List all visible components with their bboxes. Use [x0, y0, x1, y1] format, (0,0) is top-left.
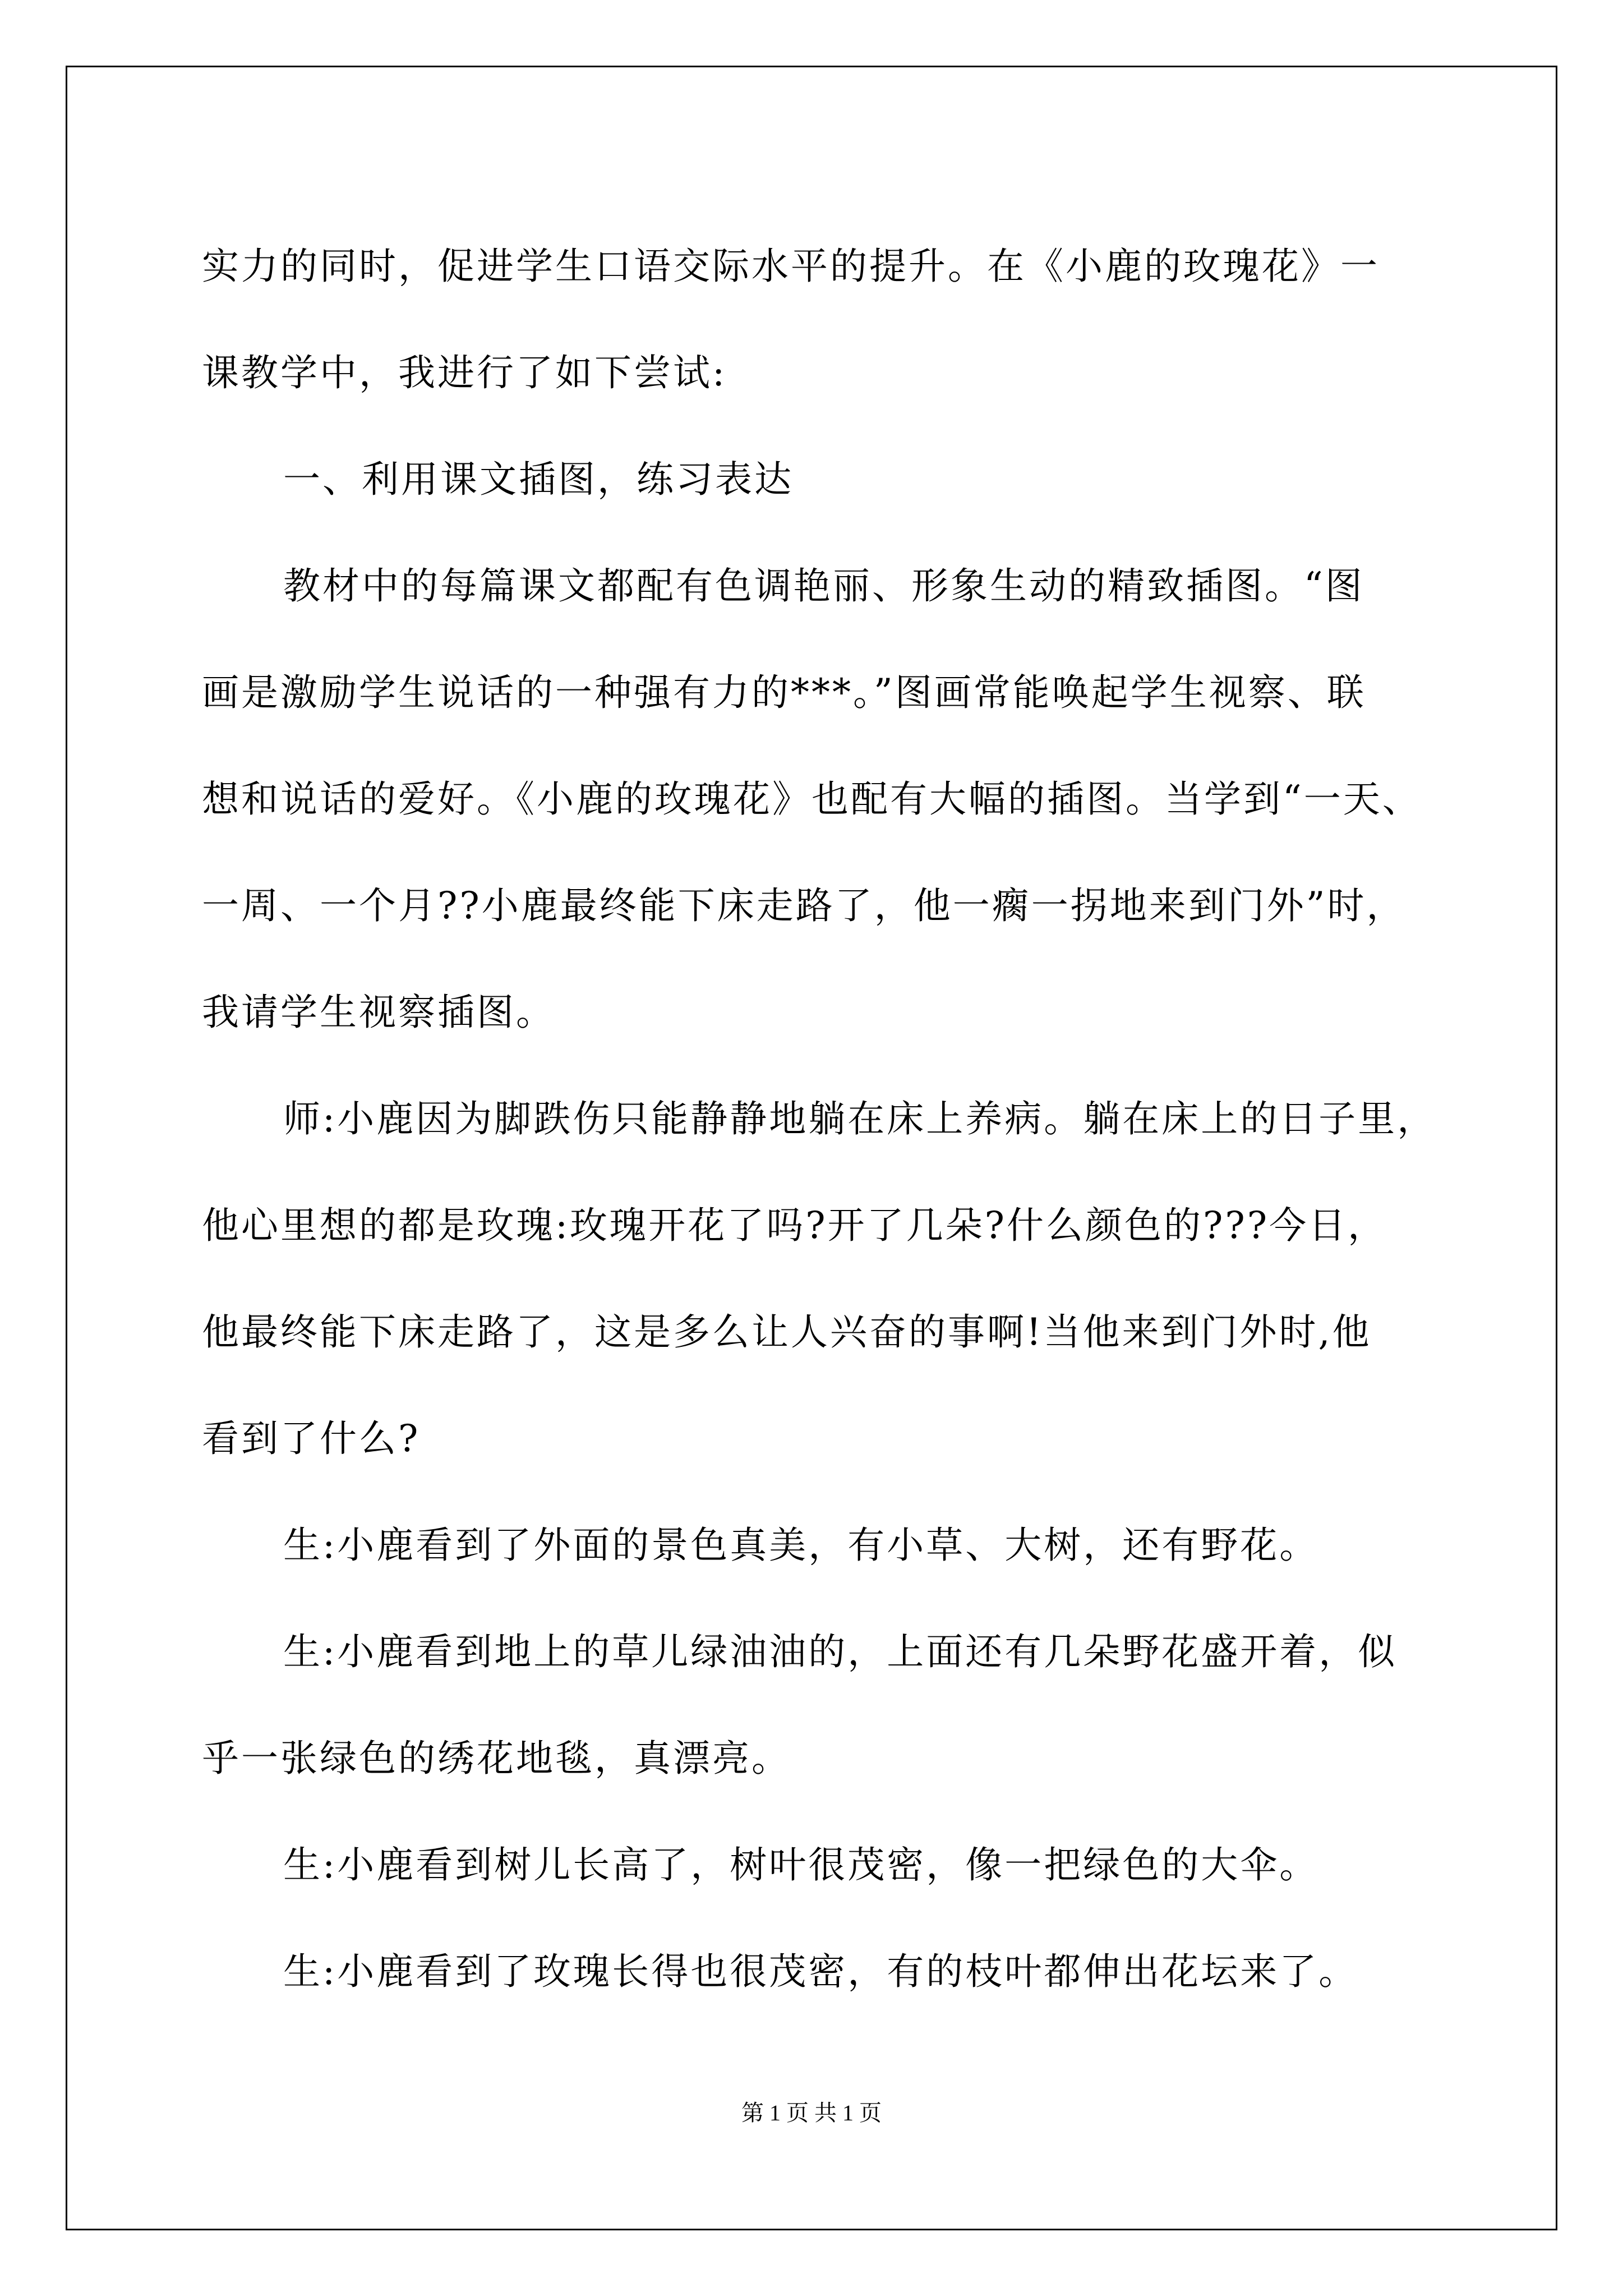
text-line: 师:小鹿因为脚跌伤只能静静地躺在床上养病。躺在床上的日子里， [283, 1097, 1437, 1140]
text-line: 生:小鹿看到地上的草儿绿油油的，上面还有几朵野花盛开着，似 [283, 1630, 1398, 1673]
section-heading: 一、利用课文插图，练习表达 [283, 458, 794, 501]
text-line: 他心里想的都是玫瑰:玫瑰开花了吗?开了几朵?什么颜色的???今日， [202, 1204, 1387, 1247]
text-line: 教材中的每篇课文都配有色调艳丽、形象生动的精致插图。“图 [283, 564, 1364, 608]
document-body [202, 213, 1453, 2025]
text-line: 他最终能下床走路了，这是多么让人兴奋的事啊!当他来到门外时,他 [202, 1310, 1372, 1354]
text-line: 看到了什么? [202, 1417, 421, 1460]
text-line: 想和说话的爱好。《小鹿的玫瑰花》也配有大幅的插图。当学到“一天、 [202, 777, 1422, 821]
text-line: 一周、一个月??小鹿最终能下床走路了，他一瘸一拐地来到门外”时， [202, 884, 1406, 927]
text-line: 画是激励学生说话的一种强有力的***。”图画常能唤起学生视察、联 [202, 671, 1366, 714]
text-line: 乎一张绿色的绣花地毯，真漂亮。 [202, 1737, 791, 1780]
page-number-footer: 第 1 页 共 1 页 [741, 2100, 882, 2125]
text-line: 生:小鹿看到了玫瑰长得也很茂密，有的枝叶都伸出花坛来了。 [283, 1950, 1358, 1993]
text-line: 我请学生视察插图。 [202, 991, 555, 1034]
text-line: 课教学中，我进行了如下尝试: [202, 351, 727, 394]
text-line: 生:小鹿看到了外面的景色真美，有小草、大树，还有野花。 [283, 1524, 1319, 1567]
text-line: 实力的同时，促进学生口语交际水平的提升。在《小鹿的玫瑰花》一 [202, 245, 1380, 288]
text-line: 生:小鹿看到树儿长高了，树叶很茂密，像一把绿色的大伞。 [283, 1843, 1319, 1887]
